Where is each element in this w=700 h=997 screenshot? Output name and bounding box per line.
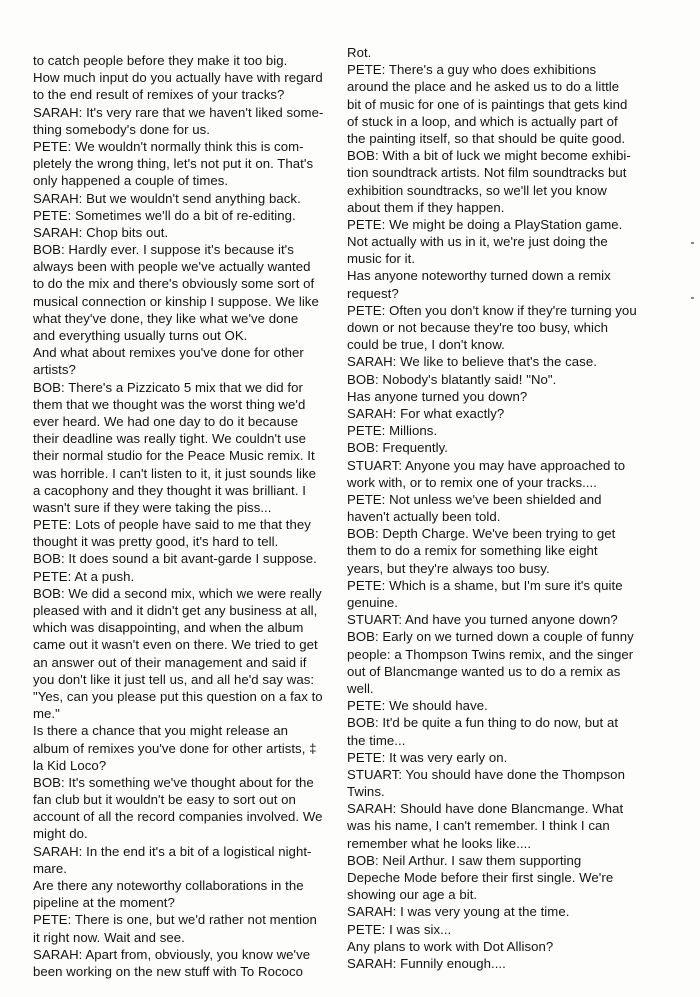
text-line: to the end result of remixes of your tracks? <box>33 87 285 103</box>
margin-mark <box>691 242 694 244</box>
text-line: thing somebody's done for us. <box>33 121 210 137</box>
text-line: SARAH: It's very rare that we haven't liked some- <box>33 104 324 120</box>
text-line: about them if they happen. <box>347 199 505 215</box>
text-line: people: a Thompson Twins remix, and the singer <box>347 646 634 662</box>
text-line: pleased with and it didn't get any business at all, <box>33 603 318 618</box>
text-line: account of all the record companies involved. We <box>33 809 323 825</box>
text-line: to catch people before they make it too big. <box>33 53 288 68</box>
text-line: around the place and he asked us to do a little <box>347 79 620 95</box>
text-line: years, but they're always too busy. <box>347 560 550 576</box>
text-line: "Yes, can you please put this question on a fax to <box>33 688 323 704</box>
text-line: the painting itself, so that should be quite good. <box>347 130 626 146</box>
text-line: SARAH: Chop bits out. <box>33 224 169 240</box>
text-line: a cacophony and they thought it was brilliant. I <box>33 482 306 498</box>
text-line: was horrible. I can't listen to it, it just sounds like <box>33 465 317 481</box>
text-line: Has anyone turned you down? <box>347 388 528 404</box>
text-line: STUART: And have you turned anyone down? <box>347 612 618 628</box>
text-line: well. <box>347 680 374 696</box>
text-line: SARAH: But we wouldn't send anything back. <box>33 190 301 206</box>
text-line: BOB: Hardly ever. I suppose it's because it's <box>33 242 294 258</box>
text-line: PETE: Lots of people have said to me that they <box>33 517 311 533</box>
text-line: could be true, I don't know. <box>347 337 505 353</box>
text-line: PETE: Which is a shame, but I'm sure it's quite <box>347 577 623 593</box>
text-line: pipeline at the moment? <box>33 895 175 911</box>
text-line: to do the mix and there's obviously some sort of <box>33 276 315 292</box>
text-line: SARAH: Funnily enough.... <box>347 955 506 971</box>
text-line: BOB: We did a second mix, which we were really <box>33 585 322 601</box>
text-line: been working on the new stuff with To Rococo <box>33 963 304 979</box>
text-line: PETE: We might be doing a PlayStation game. <box>347 216 623 232</box>
text-line: SARAH: Should have done Blancmange. What <box>347 801 624 817</box>
text-line: Not actually with us in it, we're just doing the <box>347 234 608 250</box>
text-line: which was disappointing, and when the album <box>33 620 304 636</box>
text-line: PETE: It was very early on. <box>347 749 508 765</box>
text-line: la Kid Loco? <box>33 757 107 773</box>
text-line: STUART: You should have done the Thompson <box>347 766 625 782</box>
text-line: Any plans to work with Dot Allison? <box>347 938 554 954</box>
text-line: Are there any noteworthy collaborations in the <box>33 878 304 893</box>
text-line: Rot. <box>347 45 372 60</box>
text-line: wasn't sure if they were taking the piss... <box>33 499 272 515</box>
text-line: BOB: There's a Pizzicato 5 mix that we did for <box>33 379 303 395</box>
text-line: BOB: It'd be quite a fun thing to do now, but at <box>347 715 619 731</box>
text-line: showing our age a bit. <box>347 887 478 903</box>
right-text-column <box>347 0 669 972</box>
text-line: and everything usually turns out OK. <box>33 328 248 343</box>
text-line: them that we thought was the worst thing we'd <box>33 396 306 412</box>
text-line: PETE: Sometimes we'll do a bit of re-editing. <box>33 207 296 223</box>
text-line: came out it wasn't even on there. We tried to get <box>33 637 318 653</box>
text-line: it right now. Wait and see. <box>33 929 185 945</box>
text-line: you don't like it just tell us, and all he'd say was: <box>33 671 315 687</box>
text-line: work with, or to remix one of your tracks.... <box>347 474 597 490</box>
text-line: PETE: Often you don't know if they're turning you <box>347 302 637 318</box>
text-line: genuine. <box>347 595 398 610</box>
text-line: mare. <box>33 860 67 876</box>
text-line: them to do a remix for something like eight <box>347 543 598 559</box>
text-line: request? <box>347 285 399 301</box>
text-line: PETE: We wouldn't normally think this is com- <box>33 138 304 154</box>
text-line: BOB: With a bit of luck we might become exhibi- <box>347 148 631 164</box>
text-line: pletely the wrong thing, let's not put it on. That's <box>33 156 314 172</box>
text-line: music for it. <box>347 251 416 267</box>
margin-mark <box>691 297 694 299</box>
text-line: album of remixes you've done for other artists, ‡ <box>33 740 317 756</box>
text-line: fan club but it wouldn't be easy to sort out on <box>33 792 296 808</box>
text-line: musical connection or kinship I suppose. We like <box>33 293 319 309</box>
text-line: might do. <box>33 826 88 842</box>
text-line: PETE: Millions. <box>347 423 438 439</box>
text-line: PETE: There's a guy who does exhibitions <box>347 62 597 78</box>
text-line: remember what he looks like.... <box>347 835 532 851</box>
text-line: BOB: It does sound a bit avant-garde I suppose. <box>33 551 317 567</box>
text-line: How much input do you actually have with regard <box>33 70 323 86</box>
text-line: BOB: Frequently. <box>347 440 448 456</box>
text-line: the time... <box>347 732 406 748</box>
text-line: tion soundtrack artists. Not film soundtracks but <box>347 165 627 181</box>
text-line: BOB: Nobody's blatantly said! "No". <box>347 371 557 387</box>
text-line: SARAH: For what exactly? <box>347 405 505 421</box>
text-line: haven't actually been told. <box>347 509 501 525</box>
text-line: ever heard. We had one day to do it because <box>33 413 299 429</box>
text-line: their deadline was really tight. We couldn't use <box>33 431 306 447</box>
text-line: BOB: Early on we turned down a couple of funny <box>347 629 634 645</box>
text-line: SARAH: In the end it's a bit of a logistical night- <box>33 843 312 859</box>
text-line: only happened a couple of times. <box>33 173 229 189</box>
text-line: PETE: I was six... <box>347 921 452 937</box>
text-line: down or not because they're too busy, which <box>347 320 608 335</box>
text-line: PETE: At a push. <box>33 568 135 584</box>
text-line: Has anyone noteworthy turned down a remix <box>347 268 611 284</box>
text-line: was his name, I can't remember. I think I can <box>347 818 610 834</box>
text-line: what they've done, they like what we've done <box>33 310 299 326</box>
text-line: SARAH: Apart from, obviously, you know we've <box>33 946 311 962</box>
text-line: an answer out of their management and said if <box>33 654 307 670</box>
text-line: bit of music for one of is paintings that gets kind <box>347 96 628 112</box>
text-line: Twins. <box>347 784 385 800</box>
text-line: always been with people we've actually wanted <box>33 259 311 275</box>
text-line: exhibition soundtracks, so we'll let you know <box>347 182 607 198</box>
text-line: PETE: Not unless we've been shielded and <box>347 491 602 507</box>
text-line: me." <box>33 706 60 722</box>
text-line: PETE: We should have. <box>347 698 488 714</box>
text-line: BOB: It's something we've thought about for the <box>33 774 314 790</box>
text-line: SARAH: We like to believe that's the case. <box>347 354 597 370</box>
text-line: SARAH: I was very young at the time. <box>347 904 570 920</box>
text-line: thought it was pretty good, it's hard to tell. <box>33 534 279 550</box>
text-line: of stuck in a loop, and which is actually part of <box>347 113 618 129</box>
text-line: artists? <box>33 362 76 378</box>
text-line: PETE: There is one, but we'd rather not mention <box>33 912 317 928</box>
text-line: out of Blancmange wanted us to do a remix as <box>347 663 621 679</box>
left-text-column <box>33 0 341 980</box>
text-line: Is there a chance that you might release an <box>33 723 289 739</box>
text-line: And what about remixes you've done for other <box>33 345 304 361</box>
text-line: BOB: Depth Charge. We've been trying to get <box>347 526 616 542</box>
text-line: BOB: Neil Arthur. I saw them supporting <box>347 852 582 868</box>
text-line: their normal studio for the Peace Music remix. It <box>33 448 315 464</box>
text-line: Depeche Mode before their first single. We're <box>347 870 614 885</box>
text-line: STUART: Anyone you may have approached to <box>347 457 626 473</box>
